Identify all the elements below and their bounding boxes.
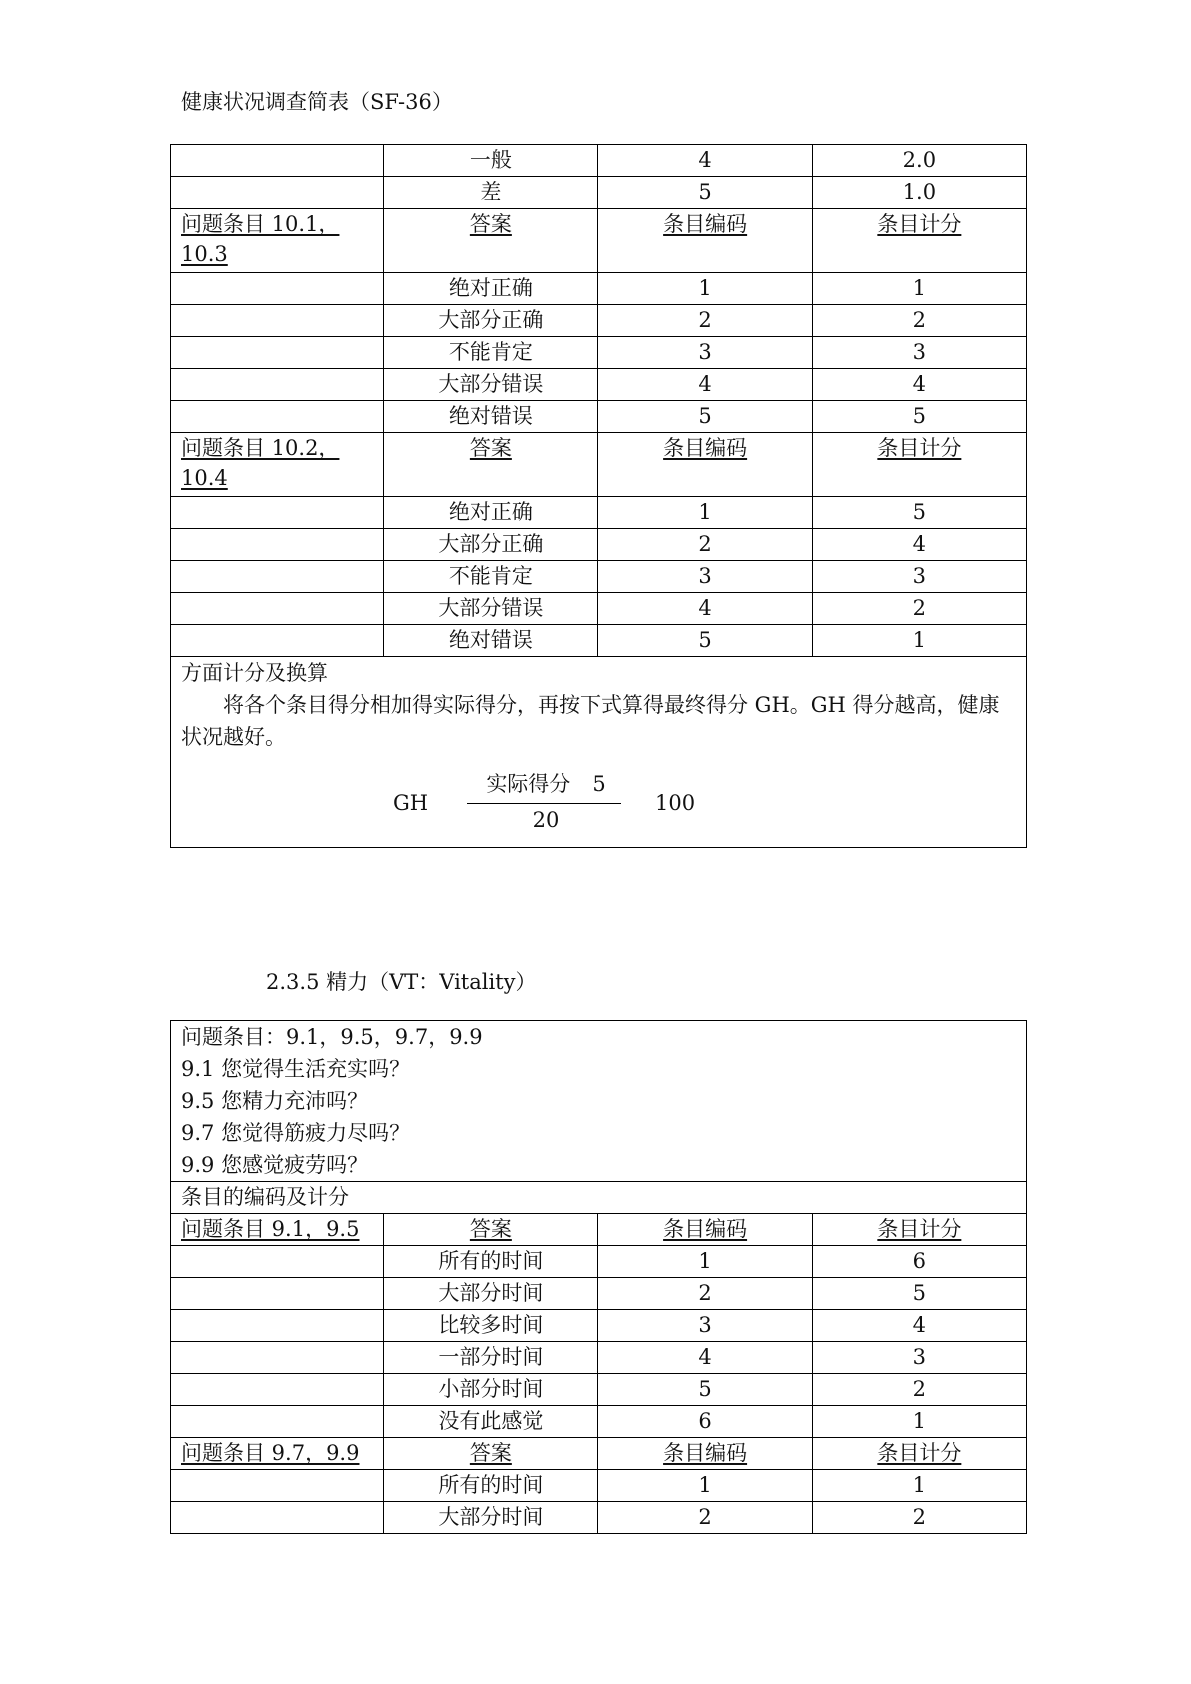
formula-num-a: 实际得分 xyxy=(486,772,571,796)
empty-cell xyxy=(171,1246,384,1278)
note-cell xyxy=(171,657,1027,848)
score-cell: 5 xyxy=(812,1278,1026,1310)
section-title: 2.3.5 精力（VT：Vitality） xyxy=(266,970,537,994)
code-cell: 2 xyxy=(598,1278,812,1310)
table-row xyxy=(171,625,1027,657)
empty-cell xyxy=(171,1470,384,1502)
header-code: 条目编码 xyxy=(663,436,748,460)
header-answer: 答案 xyxy=(469,212,512,236)
note-row xyxy=(171,657,1027,848)
header-score: 条目计分 xyxy=(877,436,962,460)
header-code-cell xyxy=(598,209,812,273)
table-row xyxy=(171,401,1027,433)
code-cell: 4 xyxy=(598,145,812,177)
header-score: 条目计分 xyxy=(877,1441,962,1465)
answer-cell: 不能肯定 xyxy=(384,337,598,369)
header-code-cell xyxy=(598,433,812,497)
group-label-cell xyxy=(171,209,384,273)
page-header: 健康状况调查简表（SF-36） xyxy=(181,90,453,114)
code-cell: 2 xyxy=(598,529,812,561)
answer-cell: 一部分时间 xyxy=(384,1342,598,1374)
vt-scoring-table xyxy=(170,1020,1027,1534)
empty-cell xyxy=(171,177,384,209)
code-cell: 3 xyxy=(598,561,812,593)
table-row xyxy=(171,1374,1027,1406)
gh-scoring-table xyxy=(170,144,1027,848)
table-row xyxy=(171,177,1027,209)
table-row xyxy=(171,1406,1027,1438)
answer-cell: 大部分时间 xyxy=(384,1278,598,1310)
empty-cell xyxy=(171,529,384,561)
table-row xyxy=(171,273,1027,305)
group-header-row xyxy=(171,433,1027,497)
empty-cell xyxy=(171,1406,384,1438)
table-row xyxy=(171,1310,1027,1342)
gh-group1-rows xyxy=(171,273,1027,433)
formula-numerator xyxy=(471,769,621,799)
table-row xyxy=(171,1342,1027,1374)
group-label-cell xyxy=(171,433,384,497)
empty-cell xyxy=(171,401,384,433)
header-code: 条目编码 xyxy=(663,212,748,236)
table-row xyxy=(171,1470,1027,1502)
formula-lhs: GH xyxy=(393,791,429,815)
empty-cell xyxy=(171,497,384,529)
empty-cell xyxy=(171,1502,384,1534)
answer-cell: 一般 xyxy=(384,145,598,177)
note-text: 将各个条目得分相加得实际得分，再按下式算得最终得分 GH。GH 得分越高，健康状况越好。 xyxy=(181,693,1000,749)
intro-line: 9.9 您感觉疲劳吗？ xyxy=(181,1153,369,1177)
code-cell: 5 xyxy=(598,177,812,209)
intro-line: 9.7 您觉得筋疲力尽吗？ xyxy=(181,1121,411,1145)
header-answer-cell xyxy=(384,209,598,273)
empty-cell xyxy=(171,1278,384,1310)
empty-cell xyxy=(171,625,384,657)
answer-cell: 绝对正确 xyxy=(384,497,598,529)
group-label-cell xyxy=(171,1438,384,1470)
score-cell: 1 xyxy=(812,625,1026,657)
group-label: 问题条目 10.2，10.4 xyxy=(181,436,340,490)
answer-cell: 所有的时间 xyxy=(384,1470,598,1502)
vt-group2-rows xyxy=(171,1470,1027,1534)
table-row xyxy=(171,529,1027,561)
score-cell: 5 xyxy=(812,497,1026,529)
table-row xyxy=(171,1502,1027,1534)
score-cell: 3 xyxy=(812,1342,1026,1374)
group-header-row xyxy=(171,1214,1027,1246)
empty-cell xyxy=(171,145,384,177)
header-answer: 答案 xyxy=(469,1217,512,1241)
group-label: 问题条目 9.1，9.5 xyxy=(181,1217,360,1241)
code-cell: 4 xyxy=(598,369,812,401)
code-cell: 4 xyxy=(598,1342,812,1374)
empty-cell xyxy=(171,273,384,305)
code-cell: 5 xyxy=(598,625,812,657)
code-cell: 1 xyxy=(598,497,812,529)
empty-cell xyxy=(171,1342,384,1374)
score-cell: 3 xyxy=(812,337,1026,369)
gh-formula xyxy=(171,657,1026,847)
gh-group2-rows xyxy=(171,497,1027,657)
table-row xyxy=(171,369,1027,401)
code-cell: 6 xyxy=(598,1406,812,1438)
code-cell: 2 xyxy=(598,1502,812,1534)
empty-cell xyxy=(171,561,384,593)
header-score-cell xyxy=(812,433,1026,497)
score-cell: 1 xyxy=(812,1406,1026,1438)
score-cell: 4 xyxy=(812,529,1026,561)
formula-denominator: 20 xyxy=(532,808,560,832)
group-header-row xyxy=(171,209,1027,273)
header-code-cell xyxy=(598,1214,812,1246)
answer-cell: 小部分时间 xyxy=(384,1374,598,1406)
formula-num-b: 5 xyxy=(592,772,606,796)
header-score: 条目计分 xyxy=(877,1217,962,1241)
fraction-bar xyxy=(467,803,621,804)
answer-cell: 所有的时间 xyxy=(384,1246,598,1278)
answer-cell: 比较多时间 xyxy=(384,1310,598,1342)
empty-cell xyxy=(171,305,384,337)
group-label-cell xyxy=(171,1214,384,1246)
score-cell: 2.0 xyxy=(812,145,1026,177)
score-cell: 5 xyxy=(812,401,1026,433)
code-cell: 1 xyxy=(598,273,812,305)
score-cell: 4 xyxy=(812,369,1026,401)
answer-cell: 不能肯定 xyxy=(384,561,598,593)
table-row xyxy=(171,561,1027,593)
header-answer: 答案 xyxy=(469,436,512,460)
answer-cell: 绝对错误 xyxy=(384,625,598,657)
answer-cell: 大部分错误 xyxy=(384,369,598,401)
empty-cell xyxy=(171,337,384,369)
score-cell: 2 xyxy=(812,1374,1026,1406)
intro-line: 问题条目：9.1，9.5，9.7，9.9 xyxy=(181,1025,483,1049)
empty-cell xyxy=(171,1374,384,1406)
answer-cell: 绝对正确 xyxy=(384,273,598,305)
code-cell: 1 xyxy=(598,1246,812,1278)
code-cell: 5 xyxy=(598,1374,812,1406)
header-answer: 答案 xyxy=(469,1441,512,1465)
answer-cell: 大部分时间 xyxy=(384,1502,598,1534)
intro-row xyxy=(171,1021,1027,1182)
score-cell: 6 xyxy=(812,1246,1026,1278)
score-cell: 2 xyxy=(812,593,1026,625)
group-header-row xyxy=(171,1438,1027,1470)
header-answer-cell xyxy=(384,433,598,497)
answer-cell: 大部分错误 xyxy=(384,593,598,625)
coding-title: 条目的编码及计分 xyxy=(171,1182,1027,1214)
header-score: 条目计分 xyxy=(877,212,962,236)
score-cell: 3 xyxy=(812,561,1026,593)
coding-title-row xyxy=(171,1182,1027,1214)
intro-cell xyxy=(171,1021,1027,1182)
header-answer-cell xyxy=(384,1438,598,1470)
header-score-cell xyxy=(812,1438,1026,1470)
score-cell: 4 xyxy=(812,1310,1026,1342)
code-cell: 5 xyxy=(598,401,812,433)
header-answer-cell xyxy=(384,1214,598,1246)
answer-cell: 大部分正确 xyxy=(384,305,598,337)
table-row xyxy=(171,1246,1027,1278)
score-cell: 2 xyxy=(812,1502,1026,1534)
table-row xyxy=(171,1278,1027,1310)
header-score-cell xyxy=(812,209,1026,273)
empty-cell xyxy=(171,369,384,401)
answer-cell: 没有此感觉 xyxy=(384,1406,598,1438)
code-cell: 1 xyxy=(598,1470,812,1502)
answer-cell: 绝对错误 xyxy=(384,401,598,433)
table-row xyxy=(171,593,1027,625)
code-cell: 4 xyxy=(598,593,812,625)
table-row xyxy=(171,305,1027,337)
table-row xyxy=(171,337,1027,369)
table-row xyxy=(171,145,1027,177)
code-cell: 3 xyxy=(598,1310,812,1342)
header-code-cell xyxy=(598,1438,812,1470)
formula-rhs: 100 xyxy=(655,791,696,815)
empty-cell xyxy=(171,593,384,625)
table-row xyxy=(171,497,1027,529)
group-label: 问题条目 9.7，9.9 xyxy=(181,1441,360,1465)
group-label: 问题条目 10.1，10.3 xyxy=(181,212,340,266)
score-cell: 2 xyxy=(812,305,1026,337)
header-code: 条目编码 xyxy=(663,1217,748,1241)
code-cell: 3 xyxy=(598,337,812,369)
answer-cell: 大部分正确 xyxy=(384,529,598,561)
intro-line: 9.5 您精力充沛吗？ xyxy=(181,1089,369,1113)
empty-cell xyxy=(171,1310,384,1342)
vt-group1-rows xyxy=(171,1246,1027,1438)
header-score-cell xyxy=(812,1214,1026,1246)
intro-line: 9.1 您觉得生活充实吗？ xyxy=(181,1057,411,1081)
score-cell: 1.0 xyxy=(812,177,1026,209)
header-code: 条目编码 xyxy=(663,1441,748,1465)
score-cell: 1 xyxy=(812,1470,1026,1502)
code-cell: 2 xyxy=(598,305,812,337)
answer-cell: 差 xyxy=(384,177,598,209)
score-cell: 1 xyxy=(812,273,1026,305)
note-title: 方面计分及换算 xyxy=(181,661,328,685)
